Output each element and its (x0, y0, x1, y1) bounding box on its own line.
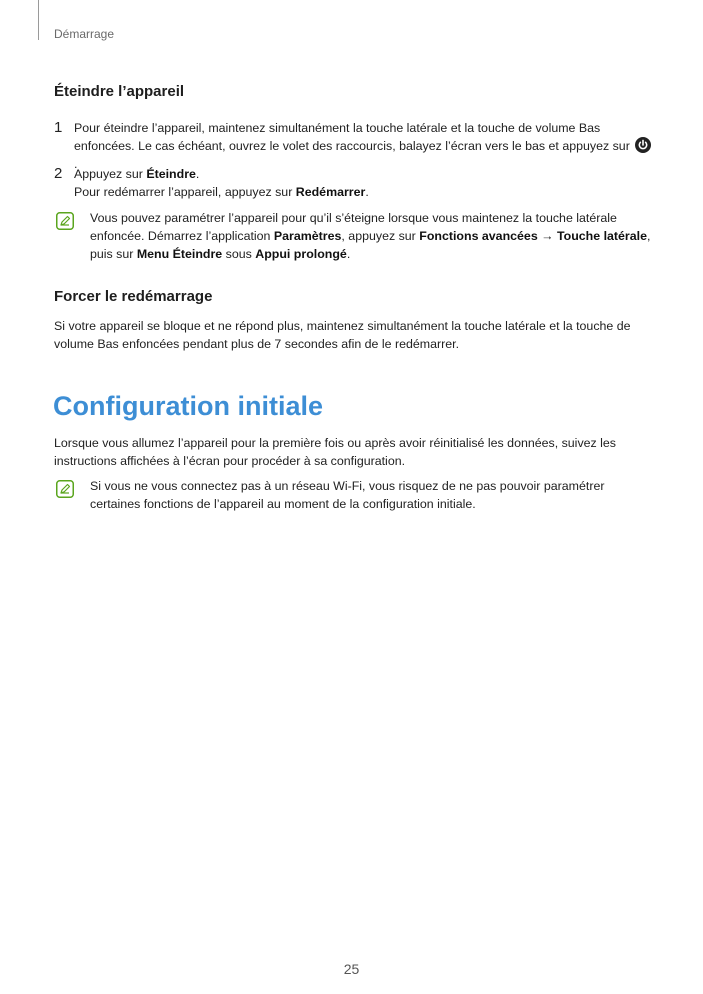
step-text: Pour éteindre l’appareil, maintenez simultanément la touche latérale et la touche de volume Bas enfoncées. Le cas échéant, ouvrez le volet des raccourcis, balayez l’écran vers le bas et appuyez sur (74, 121, 630, 153)
step-bold: Redémarrer (295, 185, 366, 199)
force-restart-title: Forcer le redémarrage (54, 288, 213, 305)
note-bold-appui: Appui prolongé (255, 247, 347, 261)
step-text: . (195, 167, 200, 181)
note-text: . (346, 247, 351, 261)
note-arrow: → (537, 229, 557, 243)
step-line-2 (74, 183, 654, 201)
shutdown-note (54, 209, 654, 263)
force-restart-text: Si votre appareil se bloque et ne répond plus, maintenez simultanément la touche latérale et la touche de volume Bas enfoncées pendant plus de 7 secondes afin de le redémarrer. (54, 319, 631, 351)
note-bold-touche: Touche latérale (557, 229, 647, 243)
step-bold: Éteindre (146, 167, 196, 181)
header-rule (38, 0, 39, 40)
note-text: Vous pouvez paramétrer l’appareil pour qu’il s’éteigne lorsque vous maintenez la touche latérale enfoncée. Démarrez l’application (90, 211, 617, 243)
step-text-end: . (74, 157, 78, 171)
step-line-1 (74, 165, 654, 183)
initial-config-title: Configuration initiale (53, 391, 323, 421)
step-text: Pour redémarrer l’appareil, appuyez sur (74, 185, 296, 199)
note-pen-icon (56, 480, 74, 498)
step-text: Appuyez sur (74, 167, 147, 181)
step-text: . (365, 185, 369, 199)
note-bold-menu: Menu Éteindre (136, 247, 223, 261)
page-number: 25 (343, 961, 360, 977)
section-header: Démarrage (54, 27, 115, 41)
step-number: 2 (54, 165, 63, 182)
note-pen-icon (56, 212, 74, 230)
initial-config-text: Lorsque vous allumez l’appareil pour la première fois ou après avoir réinitialisé les données, suivez les instructions affichées à l’écran pour procéder à sa configuration. (54, 436, 617, 468)
note-text: , puis sur (90, 229, 651, 261)
shutdown-step-2 (54, 165, 654, 201)
step-number: 1 (54, 119, 63, 136)
note-bold-parametres: Paramètres (273, 229, 342, 243)
note-bold-fonctions: Fonctions avancées (419, 229, 538, 243)
note-text: sous (222, 247, 256, 261)
power-icon (635, 137, 651, 153)
note-text: Si vous ne vous connectez pas à un réseau Wi-Fi, vous risquez de ne pas pouvoir paramétrer certaines fonctions de l’appareil au moment de la configuration initiale. (90, 479, 605, 511)
initial-config-note (54, 477, 654, 513)
shutdown-title: Éteindre l’appareil (54, 83, 185, 100)
note-text: , appuyez sur (341, 229, 420, 243)
